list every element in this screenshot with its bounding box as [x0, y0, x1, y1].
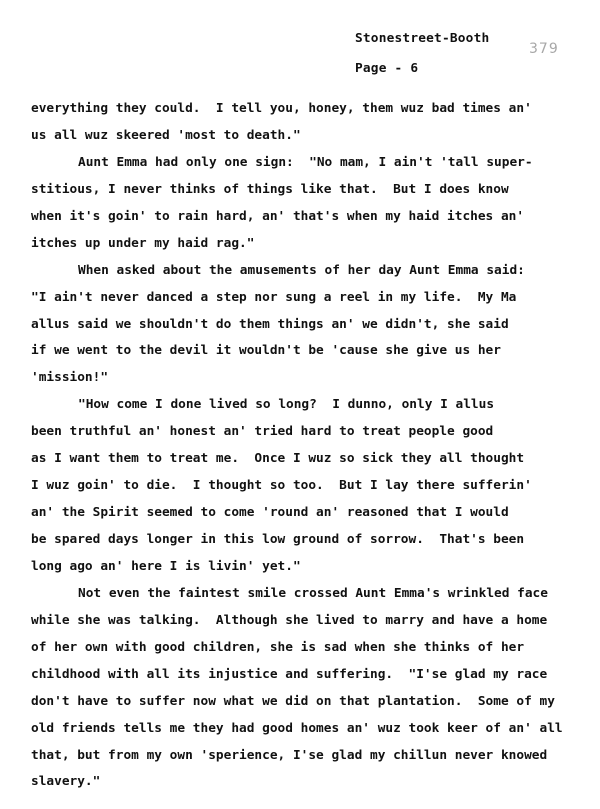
text-line: long ago an' here I is livin' yet." [31, 558, 301, 574]
text-line: allus said we shouldn't do them things an' we didn't, she said [31, 316, 509, 332]
paragraph [31, 96, 591, 150]
text-line: an' the Spirit seemed to come 'round an' reasoned that I would [31, 505, 509, 521]
paragraph [31, 581, 591, 797]
text-line: that, but from my own 'sperience, I'se glad my chillun never knowed [31, 747, 548, 763]
text-line: everything they could. I tell you, honey, them wuz bad times an' [31, 101, 532, 116]
text-line: Aunt Emma had only one sign: "No mam, I ain't 'tall super- [78, 154, 533, 170]
text-line: "I ain't never danced a step nor sung a reel in my life. My Ma [31, 289, 517, 305]
text-line: Not even the faintest smile crossed Aunt Emma's wrinkled face [78, 585, 548, 601]
text-line: don't have to suffer now what we did on that plantation. Some of my [31, 693, 555, 709]
paragraph [31, 392, 591, 581]
text-line: when it's goin' to rain hard, an' that's when my haid itches an' [31, 208, 525, 224]
text-line: of her own with good children, she is sad when she thinks of her [31, 639, 525, 655]
text-line: 'mission!" [31, 370, 109, 386]
folio-number: 379 [529, 41, 559, 57]
text-line: "How come I done lived so long? I dunno, only I allus [78, 397, 495, 413]
text-line: I wuz goin' to die. I thought so too. But I lay there sufferin' [31, 478, 532, 494]
text-line: if we went to the devil it wouldn't be 'cause she give us her [31, 343, 501, 359]
text-line: old friends tells me they had good homes an' wuz took keer of an' all [31, 720, 563, 736]
header-title: Stonestreet-Booth [355, 31, 490, 46]
text-line: stitious, I never thinks of things like that. But I does know [31, 181, 509, 197]
text-line: been truthful an' honest an' tried hard to treat people good [31, 424, 494, 440]
text-line: When asked about the amusements of her day Aunt Emma said: [78, 262, 525, 278]
text-line: slavery." [31, 774, 101, 790]
text-line: as I want them to treat me. Once I wuz so sick they all thought [31, 451, 525, 467]
page-number: Page - 6 [355, 61, 419, 76]
text-line: itches up under my haid rag." [31, 235, 255, 251]
paragraph [31, 150, 591, 258]
paragraph [31, 258, 591, 393]
text-line: be spared days longer in this low ground of sorrow. That's been [31, 532, 525, 547]
document-body [31, 96, 591, 796]
text-line: while she was talking. Although she lived to marry and have a home [31, 612, 548, 628]
text-line: childhood with all its injustice and suffering. "I'se glad my race [31, 666, 548, 682]
text-line: us all wuz skeered 'most to death." [31, 127, 301, 143]
